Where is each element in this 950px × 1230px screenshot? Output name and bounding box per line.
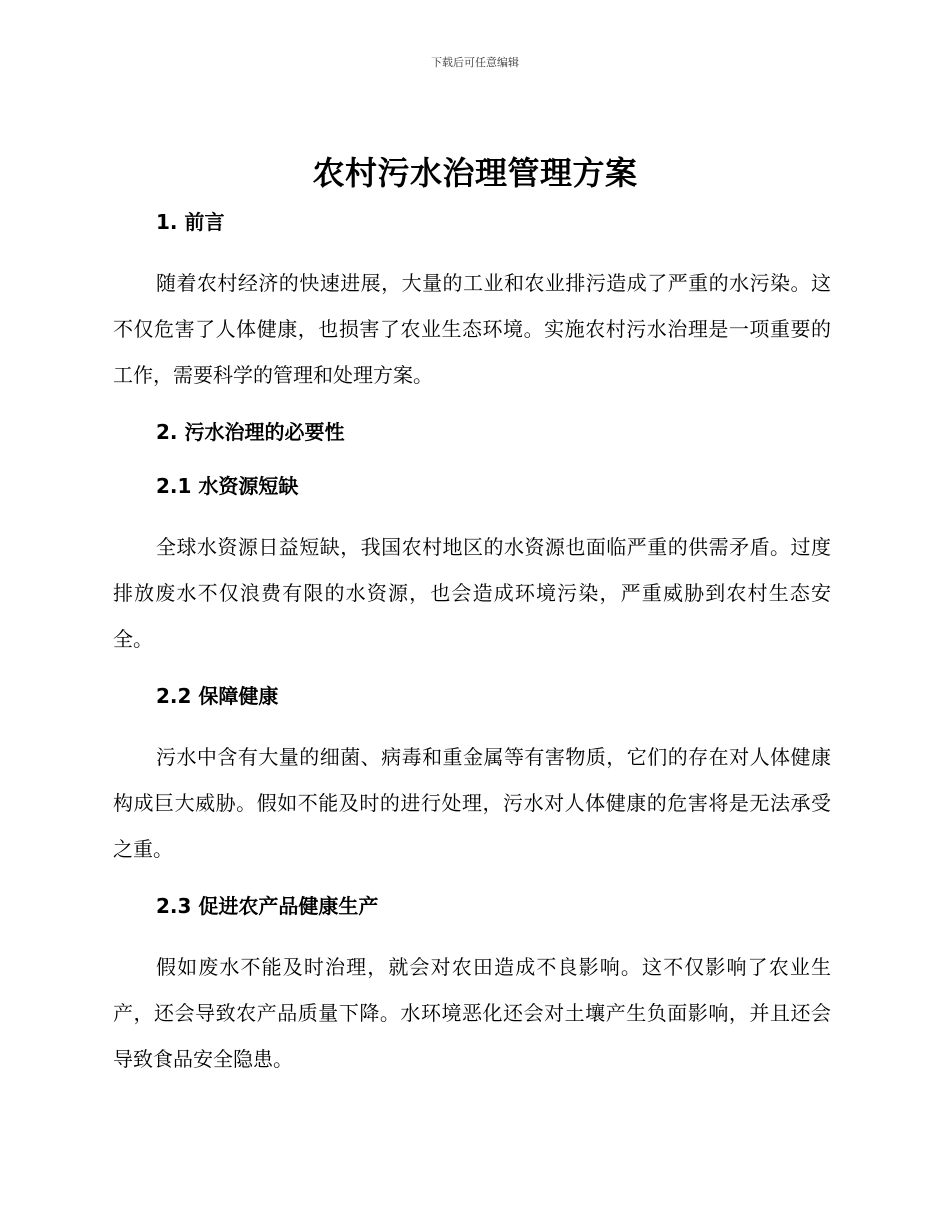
spacer — [113, 452, 831, 466]
section-heading-preface: 1. 前言 — [156, 210, 225, 234]
paragraph-agri-production: 假如废水不能及时治理，就会对农田造成不良影响。这不仅影响了农业生产，还会导致农产品质量下降。水环境恶化还会对土壤产生负面影响，并且还会导致食品安全隐患。 — [113, 955, 831, 1071]
spacer — [113, 872, 831, 886]
spacer — [113, 398, 831, 412]
paragraph-health: 污水中含有大量的细菌、病毒和重金属等有害物质，它们的存在对人体健康构成巨大威胁。假如不能及时的进行处理，污水对人体健康的危害将是无法承受之重。 — [113, 745, 831, 861]
section-heading-health: 2.2 保障健康 — [156, 684, 279, 708]
spacer — [113, 716, 831, 734]
document-body — [113, 202, 831, 1082]
spacer — [113, 506, 831, 524]
paragraph-water-shortage: 全球水资源日益短缺，我国农村地区的水资源也面临严重的供需矛盾。过度排放废水不仅浪费有限的水资源，也会造成环境污染，严重威胁到农村生态安全。 — [113, 535, 831, 651]
spacer — [113, 926, 831, 944]
page-header-note: 下载后可任意编辑 — [431, 56, 519, 69]
spacer — [113, 242, 831, 260]
section-heading-necessity: 2. 污水治理的必要性 — [156, 420, 345, 444]
section-heading-agri-production: 2.3 促进农产品健康生产 — [156, 894, 379, 918]
spacer — [113, 662, 831, 676]
document-title: 农村污水治理管理方案 — [312, 154, 638, 192]
paragraph-preface: 随着农村经济的快速进展，大量的工业和农业排污造成了严重的水污染。这不仅危害了人体健康，也损害了农业生态环境。实施农村污水治理是一项重要的工作，需要科学的管理和处理方案。 — [113, 271, 831, 387]
section-heading-water-shortage: 2.1 水资源短缺 — [156, 474, 299, 498]
